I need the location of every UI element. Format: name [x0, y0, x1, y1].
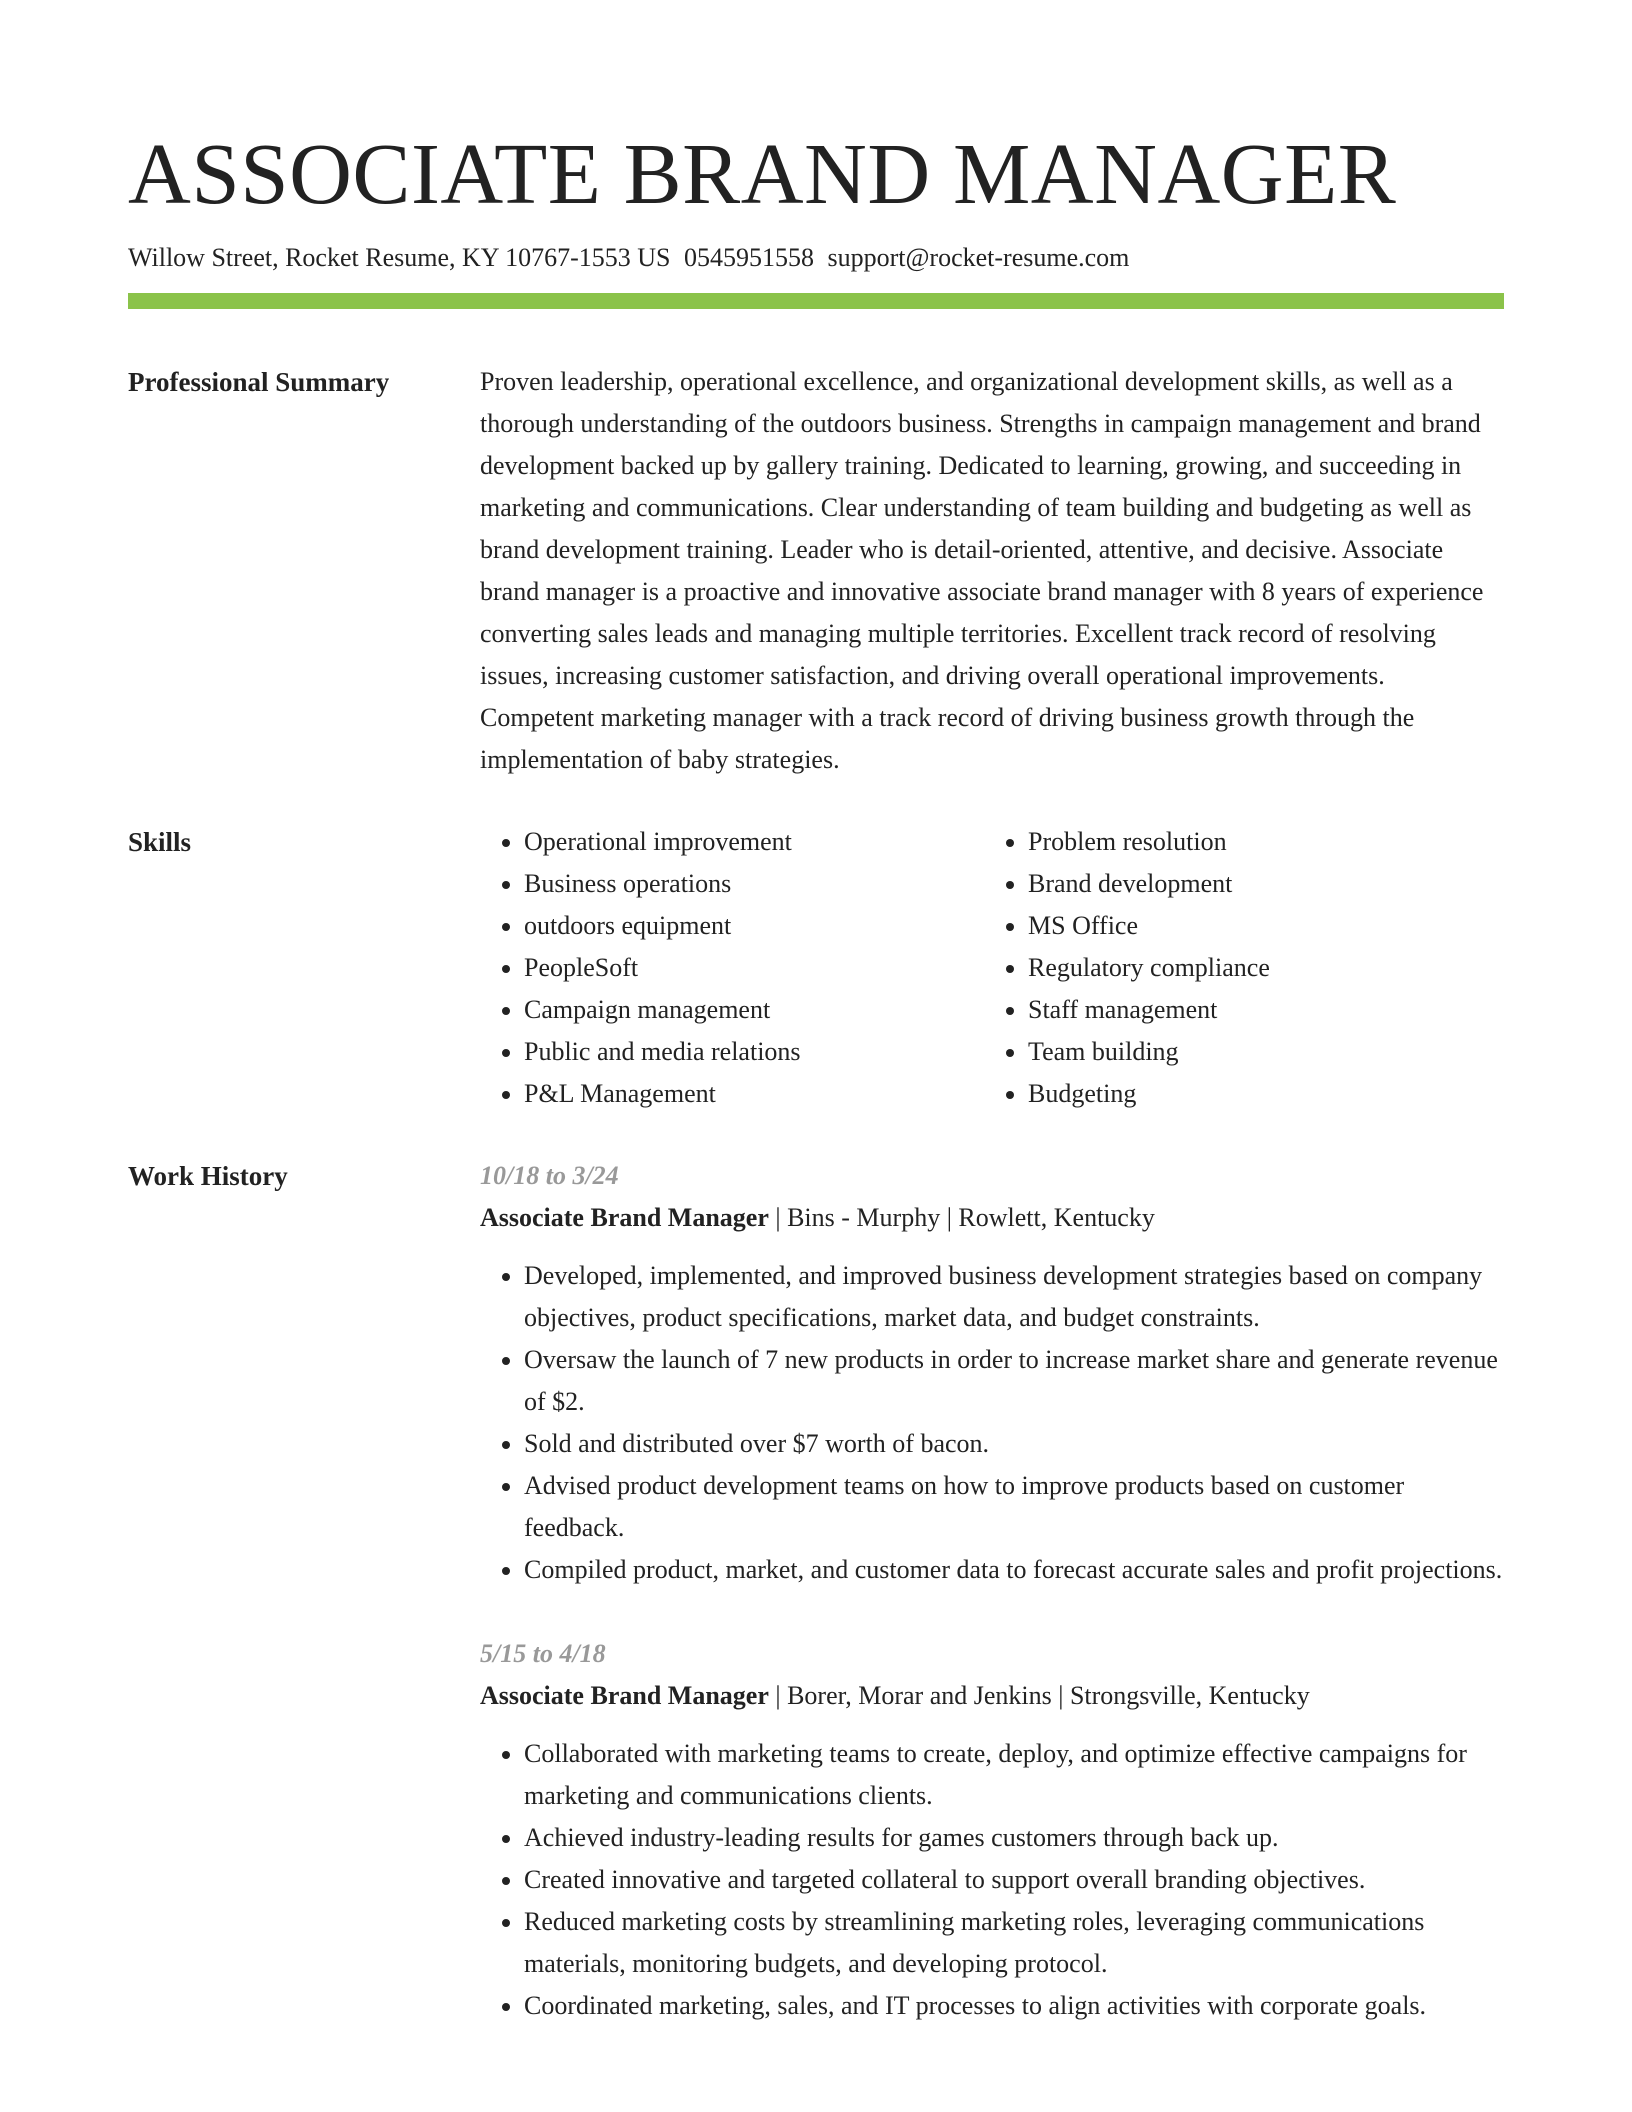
- address: Willow Street, Rocket Resume, KY 10767-1553 US: [128, 243, 671, 272]
- skill-item: • Business operations: [524, 863, 984, 905]
- skills-columns: [480, 821, 1504, 1115]
- skill-item: • Staff management: [1028, 989, 1488, 1031]
- summary-section: [128, 361, 1504, 781]
- header-divider: [128, 293, 1504, 309]
- job-bullet: • Sold and distributed over $7 worth of bacon.: [524, 1423, 1504, 1465]
- skills-section: [128, 821, 1504, 1115]
- job-title: Associate Brand Manager: [480, 1681, 769, 1710]
- job-entry: [480, 1633, 1504, 2027]
- job-bullets: [480, 1255, 1504, 1591]
- email: support@rocket-resume.com: [827, 243, 1130, 272]
- job-bullet: • Oversaw the launch of 7 new products in order to increase market share and generate revenue of $2.: [524, 1339, 1504, 1423]
- job-company: Bins - Murphy: [787, 1203, 941, 1232]
- job-bullet: • Coordinated marketing, sales, and IT processes to align activities with corporate goals.: [524, 1985, 1504, 2027]
- contact-line: [128, 243, 1504, 273]
- skill-item: • Regulatory compliance: [1028, 947, 1488, 989]
- section-title: Professional Summary: [128, 367, 390, 397]
- skill-item: • outdoors equipment: [524, 905, 984, 947]
- summary-text: Proven leadership, operational excellence, and organizational development skills, as well as a thorough understanding of the outdoors business. Strengths in campaign management and brand development backed up by gallery training. Dedicated to learning, growing, and succeeding in marketing and communications. Clear understanding of team building and budgeting as well as brand development training. Leader who is detail-oriented, attentive, and decisive. Associate brand manager is a proactive and innovative associate brand manager with 8 years of experience converting sales leads and managing multiple territories. Excellent track record of resolving issues, increasing customer satisfaction, and driving overall operational improvements. Competent marketing manager with a track record of driving business growth through the implementation of baby strategies.: [480, 367, 1484, 774]
- skill-item: • Operational improvement: [524, 821, 984, 863]
- job-bullet: • Compiled product, market, and customer data to forecast accurate sales and profit projections.: [524, 1549, 1504, 1591]
- job-dates: 10/18 to 3/24: [480, 1161, 619, 1190]
- skill-item: • Public and media relations: [524, 1031, 984, 1073]
- job-bullet: • Reduced marketing costs by streamlining marketing roles, leveraging communications materials, monitoring budgets, and developing protocol.: [524, 1901, 1504, 1985]
- job-company: Borer, Morar and Jenkins: [787, 1681, 1052, 1710]
- skill-item: • Campaign management: [524, 989, 984, 1031]
- skill-item: • P&L Management: [524, 1073, 984, 1115]
- phone: 0545951558: [683, 243, 814, 272]
- job-bullet: • Achieved industry-leading results for games customers through back up.: [524, 1817, 1504, 1859]
- job-dates: 5/15 to 4/18: [480, 1639, 606, 1668]
- job-bullet: • Advised product development teams on how to improve products based on customer feedback.: [524, 1465, 1504, 1549]
- job-bullet: • Developed, implemented, and improved business development strategies based on company objectives, product specifications, market data, and budget constraints.: [524, 1255, 1504, 1339]
- resume-title: ASSOCIATE BRAND MANAGER: [128, 125, 1397, 222]
- skills-list-right: [984, 821, 1488, 1115]
- job-bullet: • Created innovative and targeted collateral to support overall branding objectives.: [524, 1859, 1504, 1901]
- job-bullet: • Collaborated with marketing teams to create, deploy, and optimize effective campaigns for marketing and communications clients.: [524, 1733, 1504, 1817]
- skill-item: • PeopleSoft: [524, 947, 984, 989]
- job-location: Rowlett, Kentucky: [958, 1203, 1155, 1232]
- job-entry: [480, 1155, 1504, 1591]
- job-role-line: Associate Brand Manager | Borer, Morar and Jenkins | Strongsville, Kentucky: [480, 1681, 1310, 1710]
- skill-item: • Problem resolution: [1028, 821, 1488, 863]
- job-location: Strongsville, Kentucky: [1069, 1681, 1310, 1710]
- skills-list-left: [480, 821, 984, 1115]
- skill-item: • Brand development: [1028, 863, 1488, 905]
- skill-item: • Budgeting: [1028, 1073, 1488, 1115]
- section-title: Skills: [128, 827, 192, 857]
- job-title: Associate Brand Manager: [480, 1203, 769, 1232]
- job-role-line: Associate Brand Manager | Bins - Murphy | Rowlett, Kentucky: [480, 1203, 1155, 1232]
- section-title: Work History: [128, 1161, 288, 1191]
- skill-item: • Team building: [1028, 1031, 1488, 1073]
- skill-item: • MS Office: [1028, 905, 1488, 947]
- work-history-section: [128, 1155, 1504, 2069]
- job-bullets: [480, 1733, 1504, 2027]
